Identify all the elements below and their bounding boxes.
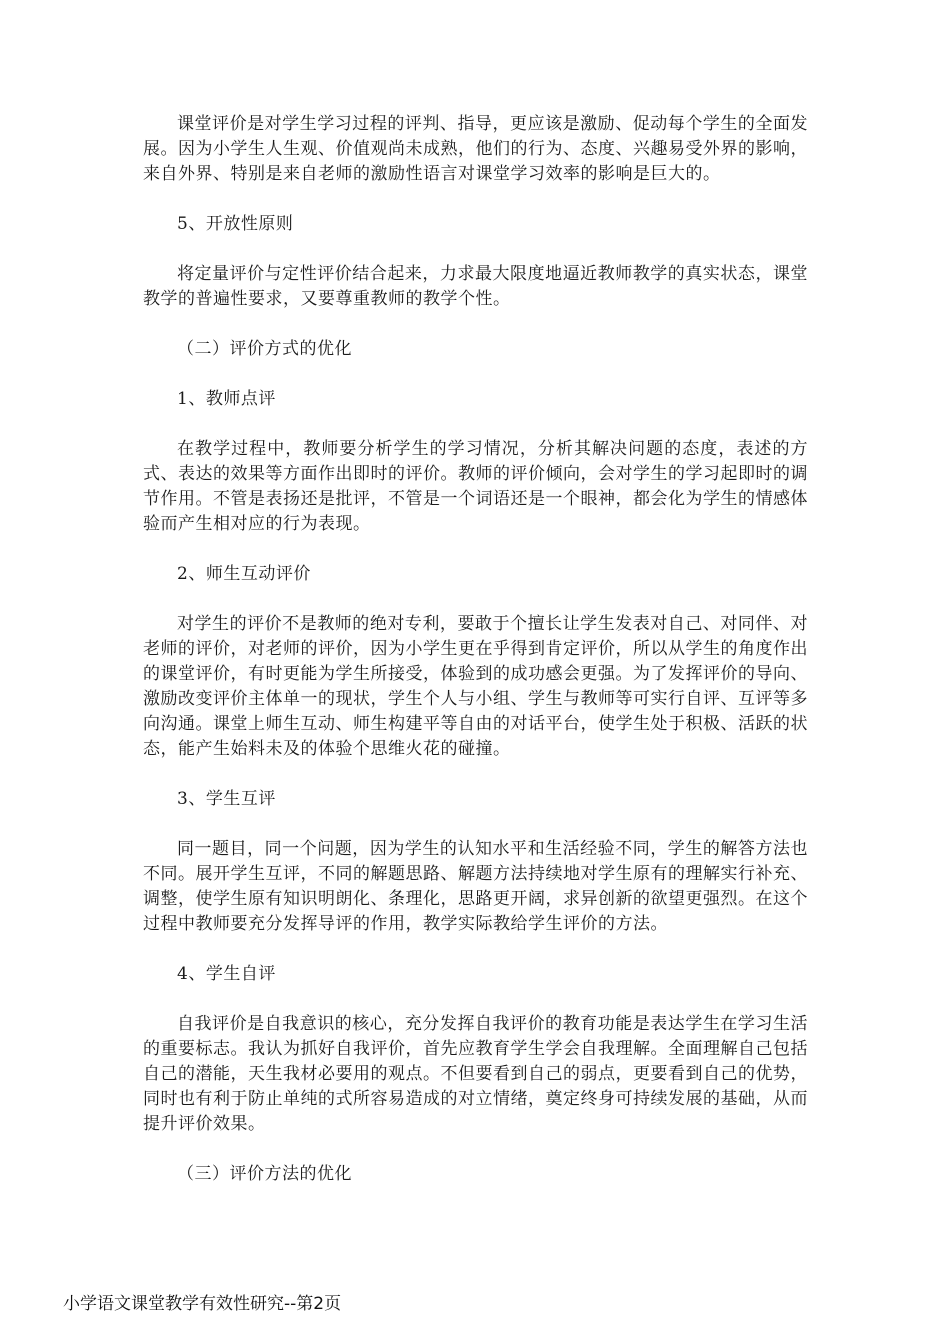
heading-evaluation-approach-optimization: （三）评价方法的优化 (177, 1164, 352, 1184)
heading-self-evaluation: 4、学生自评 (177, 964, 276, 984)
heading-teacher-student-interaction: 2、师生互动评价 (177, 564, 311, 584)
paragraph-peer-evaluation: 同一题目，同一个问题，因为学生的认知水平和生活经验不同，学生的解答方法也不同。展开学生互评，不同的解题思路、解题方法持续地对学生原有的理解实行补充、调整，使学生原有知识明朗化、条理化，思路更开阔，求异创新的欲望更强烈。在这个过程中教师要充分发挥导评的作用，教学实际教给学生评价的方法。 (143, 839, 808, 934)
heading-teacher-comments: 1、教师点评 (177, 389, 276, 409)
page-footer: 小学语文课堂教学有效性研究--第2页 (63, 1294, 342, 1314)
paragraph-self-evaluation: 自我评价是自我意识的核心，充分发挥自我评价的教育功能是表达学生在学习生活的重要标志。我认为抓好自我评价，首先应教育学生学会自我理解。全面理解自己包括自己的潜能，天生我材必要用的观点。不但要看到自己的弱点，更要看到自己的优势，同时也有利于防止单纯的式所容易造成的对立情绪，奠定终身可持续发展的基础，从而提升评价效果。 (143, 1014, 808, 1134)
heading-evaluation-methods-optimization: （二）评价方式的优化 (177, 339, 352, 359)
heading-openness-principle: 5、开放性原则 (177, 214, 294, 234)
paragraph-evaluation-intro: 课堂评价是对学生学习过程的评判、指导，更应该是激励、促动每个学生的全面发展。因为小学生人生观、价值观尚未成熟，他们的行为、态度、兴趣易受外界的影响，来自外界、特别是来自老师的激励性语言对课堂学习效率的影响是巨大的。 (143, 114, 808, 184)
paragraph-teacher-student-interaction: 对学生的评价不是教师的绝对专利，要敢于个擅长让学生发表对自己、对同伴、对老师的评价，对老师的评价，因为小学生更在乎得到肯定评价，所以从学生的角度作出的课堂评价，有时更能为学生所接受，体验到的成功感会更强。为了发挥评价的导向、激励改变评价主体单一的现状，学生个人与小组、学生与教师等可实行自评、互评等多向沟通。课堂上师生互动、师生构建平等自由的对话平台，使学生处于积极、活跃的状态，能产生始料未及的体验个思维火花的碰撞。 (143, 614, 808, 759)
paragraph-openness: 将定量评价与定性评价结合起来，力求最大限度地逼近教师教学的真实状态，课堂教学的普遍性要求，又要尊重教师的教学个性。 (143, 264, 808, 309)
paragraph-teacher-comments: 在教学过程中，教师要分析学生的学习情况，分析其解决问题的态度，表述的方式、表达的效果等方面作出即时的评价。教师的评价倾向，会对学生的学习起即时的调节作用。不管是表扬还是批评，不管是一个词语还是一个眼神，都会化为学生的情感体验而产生相对应的行为表现。 (143, 439, 808, 534)
document-body (143, 112, 808, 1212)
heading-peer-evaluation: 3、学生互评 (177, 789, 276, 809)
